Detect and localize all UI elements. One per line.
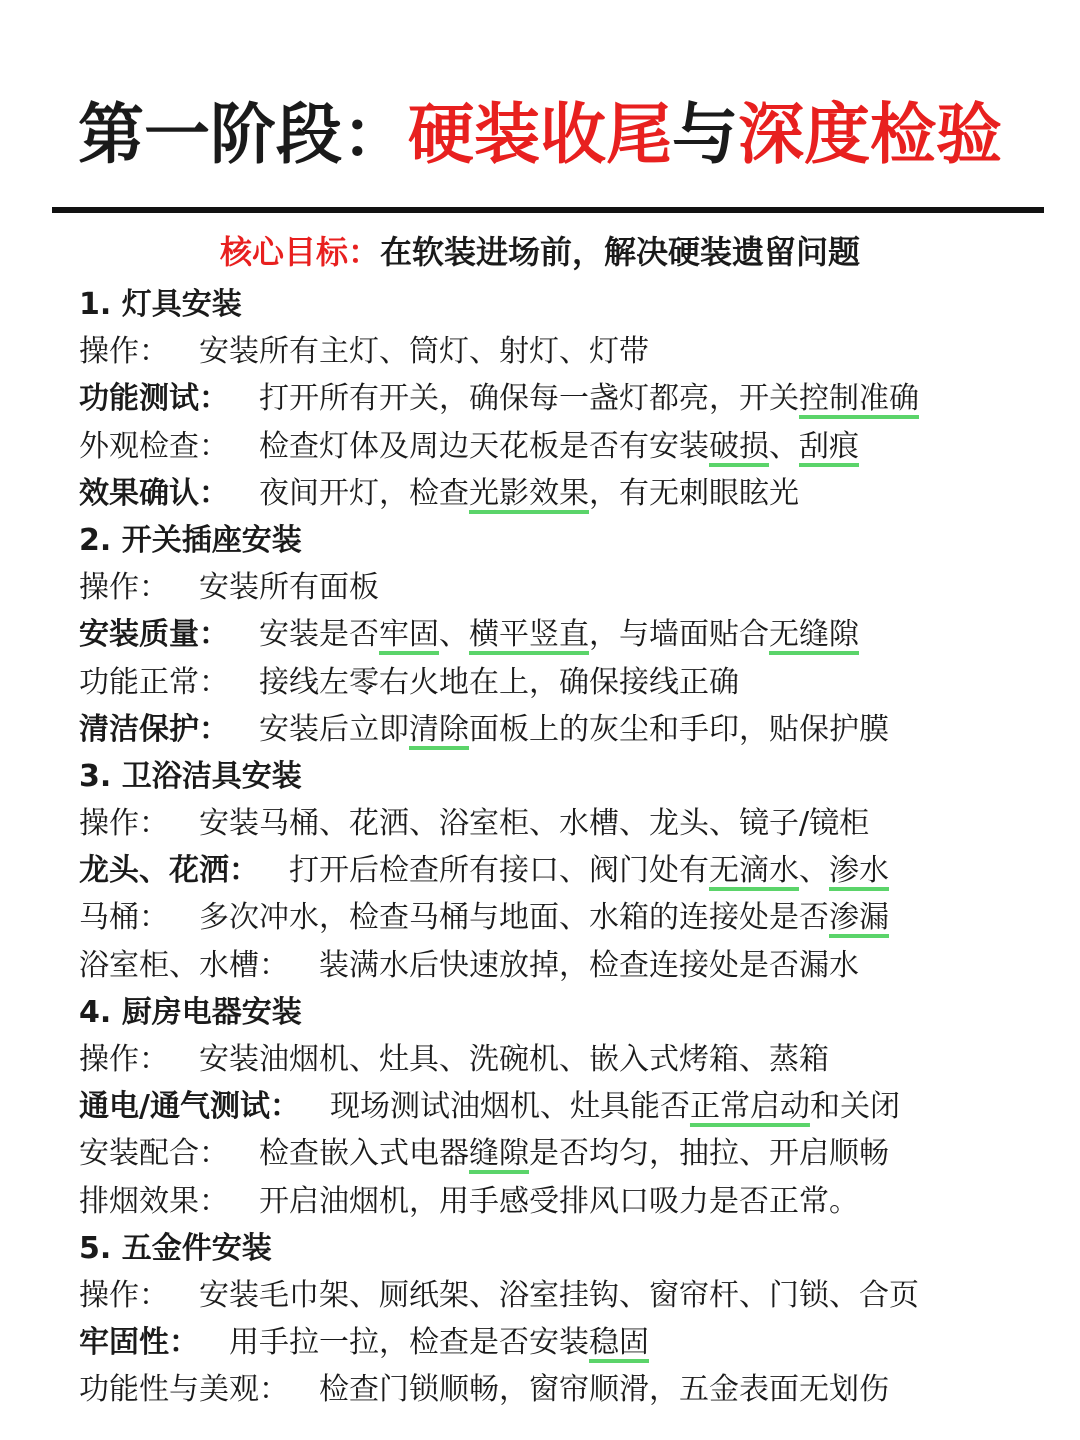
core-goal-text: 在软装进场前，解决硬装遗留问题 [380, 233, 861, 271]
title-mid: 与 [672, 96, 738, 173]
item-label: 牢固性： [79, 1325, 199, 1361]
highlight-text: 缝隙 [469, 1136, 529, 1172]
core-goal [0, 230, 1080, 274]
item-text: 检查嵌入式电器 [259, 1136, 469, 1172]
item-kitchen-fit [79, 1130, 1059, 1177]
item-text: 和关闭 [809, 1089, 900, 1125]
item-text: 用手拉一拉，检查是否安装 [229, 1325, 589, 1361]
item-label: 功能测试： [79, 381, 229, 417]
item-text: 安装后立即 [259, 711, 409, 747]
item-bath-toilet [79, 894, 1059, 941]
item-text: 打开后检查所有接口、阀门处有 [289, 853, 709, 889]
item-text: 开启油烟机，用手感受排风口吸力是否正常。 [259, 1183, 859, 1219]
item-label: 安装配合： [79, 1136, 229, 1172]
item-hardware-operation [79, 1272, 1059, 1319]
item-text: 安装马桶、花洒、浴室柜、水槽、龙头、镜子/镜柜 [199, 806, 870, 842]
highlight-text: 渗漏 [829, 900, 889, 936]
item-label: 外观检查： [79, 428, 229, 464]
page-title [0, 92, 1080, 178]
item-label: 马桶： [79, 900, 169, 936]
item-bath-operation [79, 800, 1059, 847]
item-lighting-effect [79, 470, 1059, 517]
highlight-text: 正常启动 [689, 1089, 810, 1125]
item-label: 安装质量： [79, 617, 229, 653]
item-text: 装满水后快速放掉，检查连接处是否漏水 [319, 947, 859, 983]
core-goal-label: 核心目标： [219, 233, 380, 271]
item-label: 排烟效果： [79, 1183, 229, 1219]
item-label: 操作： [79, 1042, 169, 1077]
item-text: 、 [799, 853, 829, 889]
item-kitchen-operation [79, 1036, 1059, 1083]
item-label: 操作： [79, 570, 169, 606]
item-text: 接线左零右火地在上，确保接线正确 [259, 664, 739, 700]
title-divider [52, 207, 1044, 213]
item-label: 龙头、花洒： [79, 853, 259, 889]
item-text: 安装是否 [259, 617, 379, 653]
item-label: 效果确认： [79, 475, 229, 511]
item-label: 浴室柜、水槽： [79, 947, 289, 983]
item-label: 操作： [79, 806, 169, 842]
highlight-text: 清除 [409, 711, 469, 747]
highlight-text: 控制准确 [799, 381, 919, 417]
section-heading-hardware: 5. 五金件安装 [79, 1230, 272, 1266]
item-switch-normal [79, 659, 1059, 706]
section-heading-kitchen: 4. 厨房电器安装 [79, 994, 302, 1030]
title-highlight-1: 硬装收尾 [408, 96, 672, 173]
highlight-text: 无缝隙 [769, 617, 859, 653]
highlight-text: 破损 [709, 428, 769, 464]
item-lighting-function-test [79, 375, 1059, 422]
item-text: 安装油烟机、灶具、洗碗机、嵌入式烤箱、蒸箱 [199, 1042, 829, 1077]
item-text: 安装所有面板 [199, 570, 379, 606]
item-text: 多次冲水，检查马桶与地面、水箱的连接处是否 [199, 900, 829, 936]
item-kitchen-smoke [79, 1178, 1059, 1225]
item-label: 操作： [79, 334, 169, 370]
item-label: 功能性与美观： [79, 1372, 289, 1408]
item-text: 是否均匀，抽拉、开启顺畅 [529, 1136, 889, 1172]
section-heading-switch-socket: 2. 开关插座安装 [79, 522, 302, 558]
title-prefix: 第一阶段： [78, 96, 408, 173]
item-text: ，与墙面贴合 [589, 617, 769, 653]
item-text: 、 [769, 428, 799, 464]
title-highlight-2: 深度检验 [738, 96, 1002, 173]
item-switch-quality [79, 611, 1059, 658]
item-hardware-function [79, 1366, 1059, 1413]
highlight-text: 横平竖直 [469, 617, 589, 653]
item-text: 现场测试油烟机、灶具能否 [329, 1089, 690, 1125]
checklist-content [79, 281, 1059, 1414]
item-switch-clean [79, 706, 1059, 753]
item-lighting-operation [79, 328, 1059, 375]
item-hardware-firmness [79, 1319, 1059, 1366]
section-heading-lighting: 1. 灯具安装 [79, 287, 242, 322]
item-text: 安装毛巾架、厕纸架、浴室挂钩、窗帘杆、门锁、合页 [199, 1277, 919, 1313]
item-text: 安装所有主灯、筒灯、射灯、灯带 [199, 334, 649, 370]
highlight-text: 稳固 [589, 1325, 649, 1361]
item-text: 检查灯体及周边天花板是否有安装 [259, 428, 709, 464]
item-label: 清洁保护： [79, 711, 229, 747]
highlight-text: 渗水 [829, 853, 889, 889]
item-label: 操作： [79, 1277, 169, 1313]
item-bath-faucet [79, 847, 1059, 894]
item-bath-cabinet [79, 942, 1059, 989]
highlight-text: 无滴水 [709, 853, 799, 889]
item-text: 夜间开灯，检查 [259, 475, 469, 511]
item-label: 通电/通气测试： [79, 1089, 300, 1125]
section-heading-bathroom: 3. 卫浴洁具安装 [79, 758, 302, 794]
item-label: 功能正常： [79, 664, 229, 700]
highlight-text: 光影效果 [469, 475, 589, 511]
item-text: 打开所有开关，确保每一盏灯都亮，开关 [259, 381, 799, 417]
highlight-text: 牢固 [379, 617, 439, 653]
item-lighting-appearance [79, 423, 1059, 470]
item-switch-operation [79, 564, 1059, 611]
item-text: 面板上的灰尘和手印，贴保护膜 [469, 711, 889, 747]
highlight-text: 刮痕 [799, 428, 859, 464]
item-text: ，有无刺眼眩光 [589, 475, 799, 511]
item-text: 、 [439, 617, 469, 653]
item-kitchen-power-test [79, 1083, 1059, 1130]
item-text: 检查门锁顺畅，窗帘顺滑，五金表面无划伤 [319, 1372, 889, 1408]
